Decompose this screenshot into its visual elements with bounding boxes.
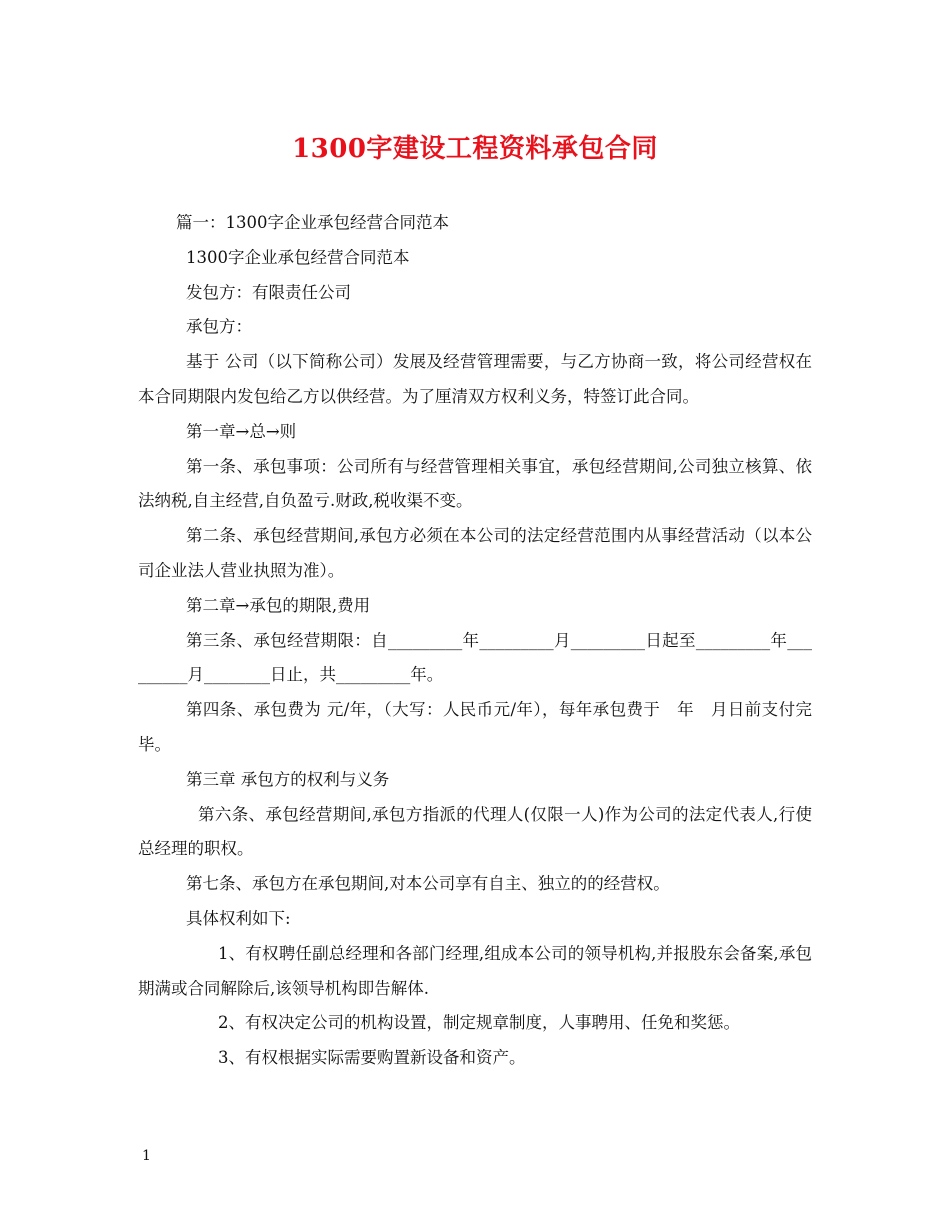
chapter-3-heading: 第三章 承包方的权利与义务 [186,769,390,789]
article-6: 第六条、承包经营期间,承包方指派的代理人(仅限一人)作为公司的法定代表人,行使总经理的职权。 [138,804,812,859]
article-1: 第一条、承包事项：公司所有与经营管理相关事宜，承包经营期间,公司独立核算、依法纳税,自主经营,自负盈亏.财政,税收渠不变。 [138,456,812,511]
right-item-1: 1、有权聘任副总经理和各部门经理,组成本公司的领导机构,并报股东会备案,承包期满或合同解除后,该领导机构即告解体. [138,943,812,998]
paragraph-section-heading: 篇一：1300字企业承包经营合同范本 [176,213,449,232]
document-title: 1300字建设工程资料承包合同 [292,134,658,164]
paragraph-contractor: 承包方： [186,317,252,337]
paragraph-subtitle: 1300字企业承包经营合同范本 [186,247,410,267]
chapter-2-heading: 第二章→承包的期限,费用 [186,595,371,615]
page-number: 1 [142,1148,151,1164]
rights-intro: 具体权利如下: [186,908,291,928]
paragraph-preamble: 基于 公司（以下简称公司）发展及经营管理需要，与乙方协商一致，将公司经营权在本合同期限内发包给乙方以供经营。为了厘清双方权利义务，特签订此合同。 [138,352,812,406]
chapter-1-heading: 第一章→总→则 [186,421,297,441]
article-2: 第二条、承包经营期间,承包方必须在本公司的法定经营范围内从事经营活动（以本公司企业法人营业执照为准）。 [138,526,812,580]
article-4: 第四条、承包费为 元/年，（大写：人民币元/年），每年承包费于 年 月日前支付完毕。 [138,700,812,754]
right-item-3: 3、有权根据实际需要购置新设备和资产。 [218,1048,526,1068]
right-item-2: 2、有权决定公司的机构设置，制定规章制度，人事聘用、任免和奖惩。 [218,1013,740,1033]
document-body [138,206,812,1076]
paragraph-employer: 发包方：有限责任公司 [186,282,351,302]
article-7: 第七条、承包方在承包期间,对本公司享有自主、独立的的经营权。 [186,874,670,894]
article-3: 第三条、承包经营期限：自_________年_________月_________日起至_________年_________月________日止，共_________年。 [138,630,812,685]
